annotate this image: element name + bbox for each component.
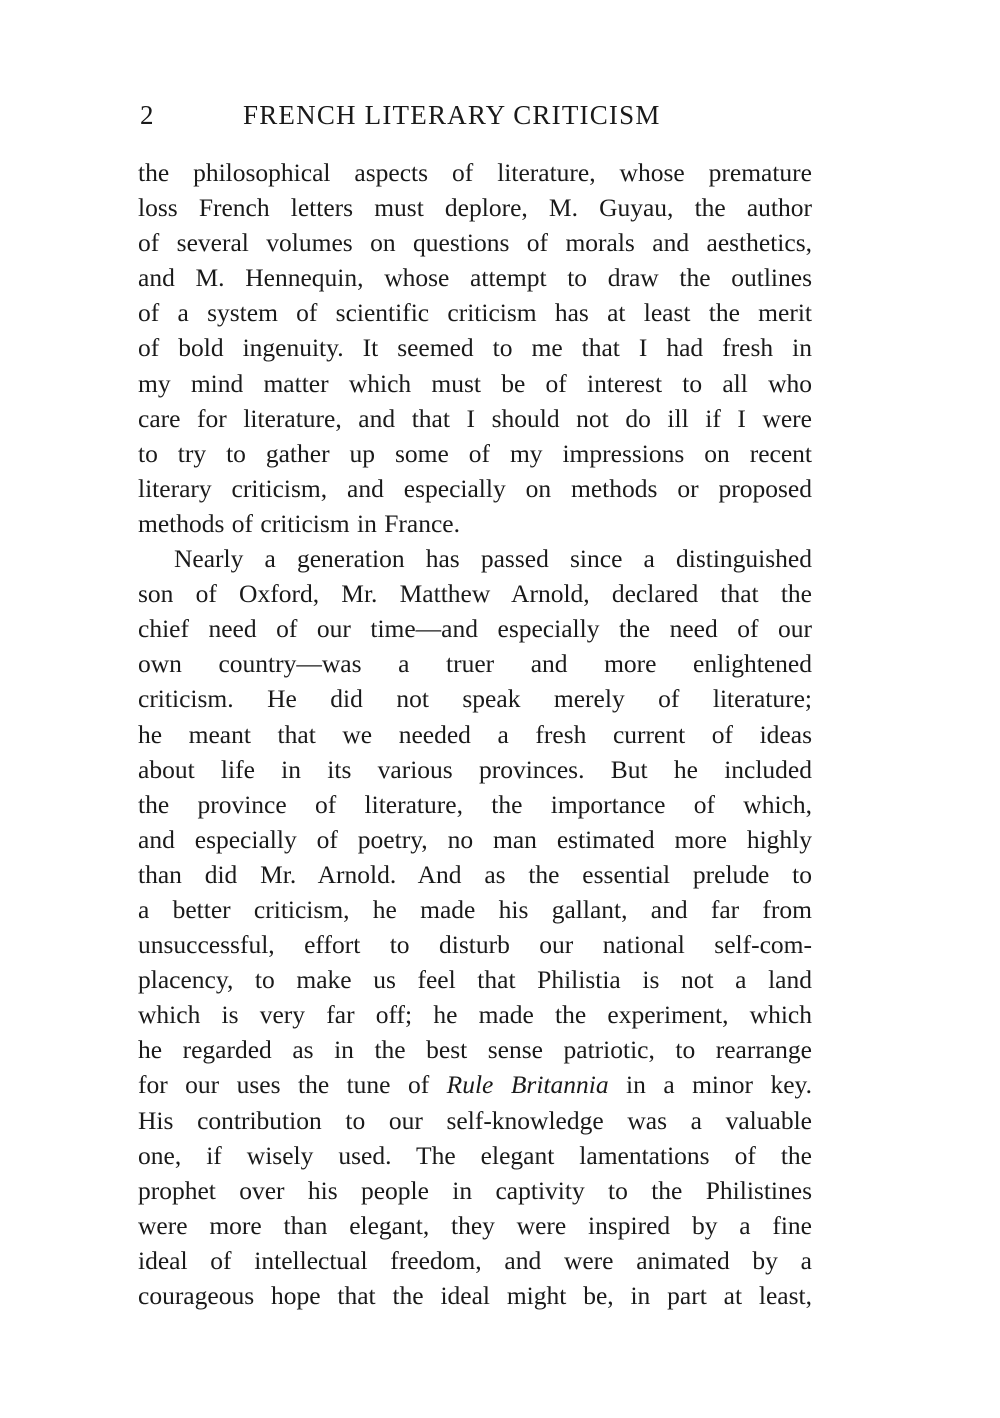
text-line: loss French letters must deplore, M. Guyau, the author [138,193,812,223]
text-line: own country—was a truer and more enlightened [138,649,812,679]
text-line: of several volumes on questions of morals and aesthetics, [138,228,812,258]
text-segment: in a minor key. [608,1070,812,1100]
text-line: about life in its various provinces. But he included [138,754,812,784]
text-line: chief need of our time—and especially the need of our [138,614,812,644]
paragraph-start-line: Nearly a generation has passed since a distinguished [174,544,812,574]
text-line: ideal of intellectual freedom, and were animated by a [138,1245,812,1275]
text-line: he meant that we needed a fresh current of ideas [138,719,812,749]
body-text [138,155,812,1313]
text-line: literary criticism, and especially on methods or proposed [138,473,812,503]
text-line: he regarded as in the best sense patriotic, to rearrange [138,1035,812,1065]
text-line: and M. Hennequin, whose attempt to draw the outlines [138,263,812,293]
text-line: a better criticism, he made his gallant, and far from [138,894,812,924]
text-line: courageous hope that the ideal might be, in part at least, [138,1281,812,1310]
text-line: and especially of poetry, no man estimated more highly [138,824,812,854]
text-line: the province of literature, the importance of which, [138,789,812,819]
page-header [138,100,814,140]
text-line: His contribution to our self-knowledge was a valuable [138,1105,812,1135]
text-line: to try to gather up some of my impressions on recent [138,438,812,468]
text-segment: for our uses the tune of [138,1070,447,1100]
text-line: prophet over his people in captivity to the Philistines [138,1175,812,1205]
text-line-with-italic [138,1067,812,1102]
text-line: unsuccessful, effort to disturb our national self-com- [138,930,812,960]
text-line: criticism. He did not speak merely of literature; [138,684,812,714]
text-line: of bold ingenuity. It seemed to me that I had fresh in [138,333,812,363]
text-line: of a system of scientific criticism has at least the merit [138,298,812,328]
text-line: were more than elegant, they were inspired by a fine [138,1210,812,1240]
italic-title: Rule Britannia [446,1070,609,1100]
text-line: my mind matter which must be of interest to all who [138,368,812,398]
page-number: 2 [140,100,154,130]
text-line: one, if wisely used. The elegant lamentations of the [138,1140,812,1170]
text-line: care for literature, and that I should not do ill if I were [138,403,812,433]
text-line: methods of criticism in France. [138,508,460,538]
text-line: the philosophical aspects of literature, whose premature [138,158,812,187]
text-line: than did Mr. Arnold. And as the essential prelude to [138,859,812,889]
running-title: FRENCH LITERARY CRITICISM [243,100,661,130]
text-line: placency, to make us feel that Philistia is not a land [138,965,812,995]
text-line: son of Oxford, Mr. Matthew Arnold, declared that the [138,579,812,609]
text-line: which is very far off; he made the experiment, which [138,1000,812,1030]
